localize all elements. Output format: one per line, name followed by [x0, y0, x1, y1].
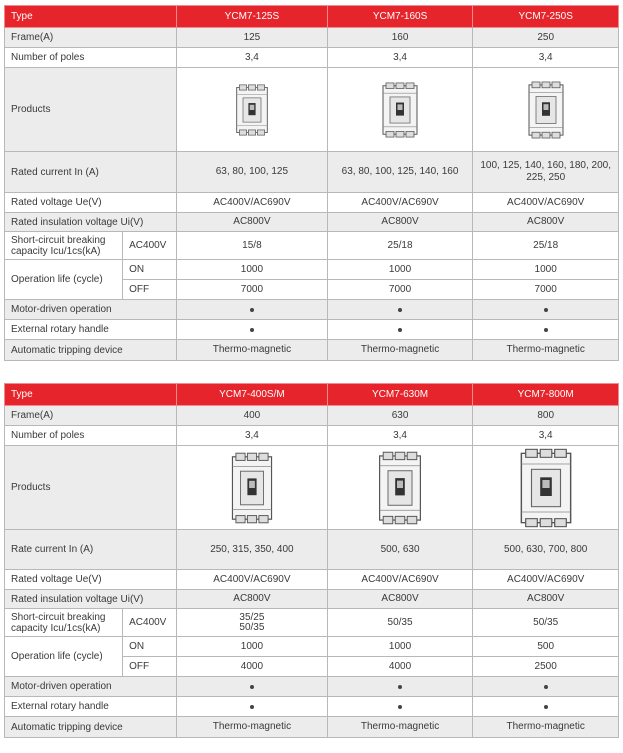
operation-life-on-row: [5, 637, 619, 657]
bullet-dot-icon: [398, 308, 402, 312]
frame-row: [5, 28, 619, 48]
products-label: Products: [5, 68, 177, 152]
rotary-handle-row-cell: [473, 697, 619, 717]
insulation-voltage-row-value: AC800V: [177, 213, 328, 232]
rotary-handle-row: [5, 320, 619, 340]
tripping-device-row: [5, 340, 619, 361]
table-header-row: [5, 384, 619, 406]
tripping-device-row-value: Thermo-magnetic: [177, 340, 328, 361]
motor-driven-row-cell: [327, 677, 473, 697]
tripping-device-row-value: Thermo-magnetic: [327, 340, 473, 361]
breaking-capacity-value: 15/8: [177, 232, 328, 260]
rated-voltage-row-value: AC400V/AC690V: [177, 193, 328, 213]
model-name: YCM7-160S: [327, 6, 473, 28]
rated-voltage-row-label: Rated voltage Ue(V): [5, 570, 177, 590]
product-image-cell: [327, 68, 473, 152]
poles-row-value: 3,4: [473, 48, 619, 68]
insulation-voltage-row-label: Rated insulation voltage Ui(V): [5, 590, 177, 609]
rated-current-row-value: 63, 80, 100, 125: [177, 152, 328, 193]
breaking-capacity-value: 25/18: [473, 232, 619, 260]
motor-driven-row-cell: [473, 677, 619, 697]
poles-row-value: 3,4: [473, 426, 619, 446]
operation-life-off-value: 7000: [177, 280, 328, 300]
breaking-capacity-value: 50/35: [327, 609, 473, 637]
motor-driven-row-cell: [473, 300, 619, 320]
bullet-dot-icon: [250, 685, 254, 689]
tripping-device-row-value: Thermo-magnetic: [327, 717, 473, 738]
bullet-dot-icon: [250, 705, 254, 709]
bullet-dot-icon: [544, 308, 548, 312]
poles-row: [5, 426, 619, 446]
rated-voltage-row-value: AC400V/AC690V: [177, 570, 328, 590]
operation-life-off-label: OFF: [123, 657, 177, 677]
insulation-voltage-row-value: AC800V: [177, 590, 328, 609]
rated-voltage-row-value: AC400V/AC690V: [327, 570, 473, 590]
product-image-cell: [473, 68, 619, 152]
rated-current-row-value: 100, 125, 140, 160, 180, 200, 225, 250: [473, 152, 619, 193]
bullet-dot-icon: [398, 685, 402, 689]
operation-life-on-value: 1000: [327, 260, 473, 280]
rated-voltage-row-value: AC400V/AC690V: [473, 193, 619, 213]
operation-life-on-value: 1000: [327, 637, 473, 657]
operation-life-off-label: OFF: [123, 280, 177, 300]
rotary-handle-row: [5, 697, 619, 717]
poles-row-value: 3,4: [177, 426, 328, 446]
rated-current-row: [5, 530, 619, 570]
motor-driven-row: [5, 300, 619, 320]
frame-row-label: Frame(A): [5, 28, 177, 48]
rated-voltage-row-value: AC400V/AC690V: [473, 570, 619, 590]
frame-row: [5, 406, 619, 426]
breaking-capacity-value: 25/18: [327, 232, 473, 260]
tripping-device-row: [5, 717, 619, 738]
rated-current-row-value: 500, 630: [327, 530, 473, 570]
insulation-voltage-row: [5, 213, 619, 232]
spec-table: [4, 383, 619, 738]
operation-life-on-label: ON: [123, 260, 177, 280]
rated-current-row-label: Rate current In (A): [5, 530, 177, 570]
product-image-cell: [177, 68, 328, 152]
rotary-handle-row-cell: [177, 320, 328, 340]
breaking-capacity-row: [5, 232, 619, 260]
frame-row-value: 125: [177, 28, 328, 48]
product-image-cell: [473, 446, 619, 530]
frame-row-value: 630: [327, 406, 473, 426]
model-name: YCM7-400S/M: [177, 384, 328, 406]
rated-voltage-row: [5, 193, 619, 213]
operation-life-off-value: 4000: [177, 657, 328, 677]
bullet-dot-icon: [250, 328, 254, 332]
rated-voltage-row-label: Rated voltage Ue(V): [5, 193, 177, 213]
breaking-capacity-value: 50/35: [473, 609, 619, 637]
insulation-voltage-row-label: Rated insulation voltage Ui(V): [5, 213, 177, 232]
spec-table: [4, 5, 619, 361]
operation-life-off-value: 7000: [473, 280, 619, 300]
operation-life-label: Operation life (cycle): [5, 260, 123, 300]
tripping-device-row-value: Thermo-magnetic: [473, 717, 619, 738]
rotary-handle-row-cell: [327, 697, 473, 717]
operation-life-label: Operation life (cycle): [5, 637, 123, 677]
bullet-dot-icon: [544, 685, 548, 689]
breaker-product-image: [376, 451, 424, 525]
motor-driven-row-cell: [177, 677, 328, 697]
operation-life-on-label: ON: [123, 637, 177, 657]
bullet-dot-icon: [544, 328, 548, 332]
poles-row: [5, 48, 619, 68]
frame-row-value: 400: [177, 406, 328, 426]
insulation-voltage-row-value: AC800V: [327, 213, 473, 232]
breaker-product-image: [234, 84, 270, 136]
tripping-device-row-value: Thermo-magnetic: [177, 717, 328, 738]
operation-life-on-row: [5, 260, 619, 280]
poles-row-value: 3,4: [177, 48, 328, 68]
rated-current-row: [5, 152, 619, 193]
products-row: [5, 446, 619, 530]
rotary-handle-row-cell: [177, 697, 328, 717]
operation-life-on-value: 1000: [473, 260, 619, 280]
rated-voltage-row: [5, 570, 619, 590]
poles-row-label: Number of poles: [5, 48, 177, 68]
table-header-row: [5, 6, 619, 28]
operation-life-on-value: 500: [473, 637, 619, 657]
model-name: YCM7-125S: [177, 6, 328, 28]
operation-life-on-value: 1000: [177, 637, 328, 657]
type-header-label: Type: [5, 384, 177, 406]
motor-driven-row-cell: [177, 300, 328, 320]
frame-row-value: 160: [327, 28, 473, 48]
products-row: [5, 68, 619, 152]
operation-life-off-value: 4000: [327, 657, 473, 677]
model-name: YCM7-630M: [327, 384, 473, 406]
operation-life-on-value: 1000: [177, 260, 328, 280]
breaking-capacity-sub: AC400V: [123, 609, 177, 637]
motor-driven-row-cell: [327, 300, 473, 320]
rotary-handle-row-cell: [327, 320, 473, 340]
poles-row-value: 3,4: [327, 426, 473, 446]
model-name: YCM7-800M: [473, 384, 619, 406]
breaking-capacity-row: [5, 609, 619, 637]
type-header-label: Type: [5, 6, 177, 28]
poles-row-value: 3,4: [327, 48, 473, 68]
motor-driven-row-label: Motor-driven operation: [5, 677, 177, 697]
breaker-product-image: [229, 452, 275, 524]
insulation-voltage-row-value: AC800V: [473, 213, 619, 232]
frame-row-value: 250: [473, 28, 619, 48]
breaking-capacity-label: Short-circuit breaking capacity Icu/1cs(kA): [5, 609, 123, 637]
insulation-voltage-row-value: AC800V: [327, 590, 473, 609]
rotary-handle-row-label: External rotary handle: [5, 320, 177, 340]
motor-driven-row-label: Motor-driven operation: [5, 300, 177, 320]
insulation-voltage-row: [5, 590, 619, 609]
products-label: Products: [5, 446, 177, 530]
operation-life-off-value: 2500: [473, 657, 619, 677]
tripping-device-row-label: Automatic tripping device: [5, 340, 177, 361]
bullet-dot-icon: [544, 705, 548, 709]
breaker-product-image: [517, 448, 575, 528]
tripping-device-row-label: Automatic tripping device: [5, 717, 177, 738]
breaking-capacity-sub: AC400V: [123, 232, 177, 260]
rated-voltage-row-value: AC400V/AC690V: [327, 193, 473, 213]
rotary-handle-row-label: External rotary handle: [5, 697, 177, 717]
rated-current-row-label: Rated current In (A): [5, 152, 177, 193]
insulation-voltage-row-value: AC800V: [473, 590, 619, 609]
rated-current-row-value: 250, 315, 350, 400: [177, 530, 328, 570]
rotary-handle-row-cell: [473, 320, 619, 340]
frame-row-value: 800: [473, 406, 619, 426]
bullet-dot-icon: [398, 705, 402, 709]
bullet-dot-icon: [398, 328, 402, 332]
poles-row-label: Number of poles: [5, 426, 177, 446]
product-image-cell: [177, 446, 328, 530]
product-image-cell: [327, 446, 473, 530]
breaking-capacity-value: 35/25 50/35: [177, 609, 328, 637]
breaking-capacity-label: Short-circuit breaking capacity Icu/1cs(kA): [5, 232, 123, 260]
operation-life-off-value: 7000: [327, 280, 473, 300]
rated-current-row-value: 500, 630, 700, 800: [473, 530, 619, 570]
breaker-product-image: [380, 82, 420, 138]
rated-current-row-value: 63, 80, 100, 125, 140, 160: [327, 152, 473, 193]
model-name: YCM7-250S: [473, 6, 619, 28]
frame-row-label: Frame(A): [5, 406, 177, 426]
bullet-dot-icon: [250, 308, 254, 312]
breaker-product-image: [526, 81, 566, 139]
motor-driven-row: [5, 677, 619, 697]
tripping-device-row-value: Thermo-magnetic: [473, 340, 619, 361]
